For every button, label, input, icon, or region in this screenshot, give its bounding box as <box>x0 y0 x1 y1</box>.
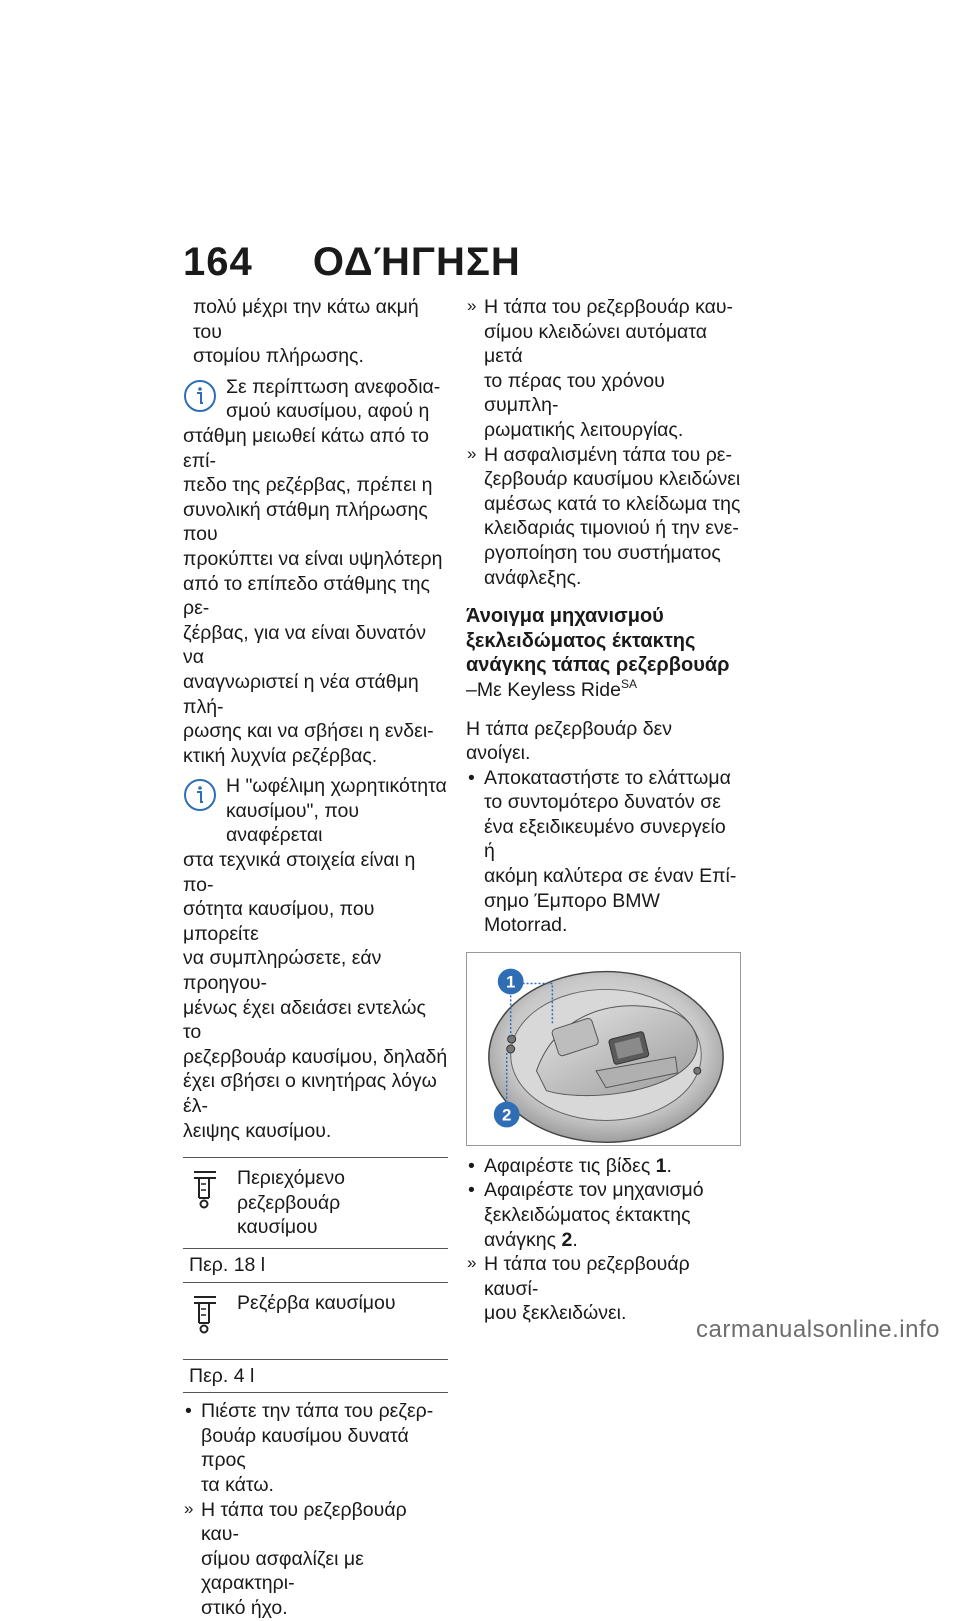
left-column <box>183 295 448 1621</box>
info-note-reserve: Σε περίπτωση ανεφοδια- σμού καυσίμου, αφού η στάθμη μειωθεί κάτω από το επί- πεδο της ρεζέρβας, πρέπει η συνολική στάθμη πλήρωσης που προκύπτει να είναι υψηλότερη από το επίπεδο στάθμης της ρε- ζέρβας, για να είναι δυνατόν να αναγνωριστεί η νέα στάθμη πλή- ρωσης και να σβήσει η ενδει- κτική λυχνία ρεζέρβας. <box>183 375 443 767</box>
info-icon <box>183 379 217 413</box>
spec-label: Περιεχόμενο ρεζερβουάρ <box>237 1167 345 1214</box>
result-unlocks: » Η τάπα του ρεζερβουάρ καυσί- μου ξεκλειδώνει. <box>467 1253 690 1325</box>
spec-value: Περ. 18 l <box>183 1248 448 1282</box>
fuel-cap-figure <box>466 952 741 1146</box>
callout-2-label: 2 <box>502 1105 512 1125</box>
result-auto-lock: » Η τάπα του ρεζερβουάρ καυ- σίμου κλειδώνει αυτόματα μετά το πέρας του χρόνου συμπλη- ρωματικής λειτουργίας. <box>467 296 734 441</box>
callout-1-label: 1 <box>505 972 516 992</box>
spec-label: καυσίμου <box>237 1216 318 1239</box>
step-remove-screws: • Αφαιρέστε τις βίδες 1. <box>468 1154 672 1177</box>
subheading: –Με Keyless Ride$^{SA}$ <box>466 676 638 701</box>
spec-reserve <box>183 1283 448 1394</box>
right-column <box>466 295 741 1326</box>
step-repair: • Αποκαταστήστε το ελάττωμα το συντομότερο δυνατόν σε ένα εξειδικευμένο συνεργείο ή ακόμη καλύτερα σε έναν Επί- σημο Έμπορο BMW Motorrad. <box>468 766 737 937</box>
step-press-cap: • Πιέστε την τάπα του ρεζερ- βουάρ καυσίμου δυνατά προς τα κάτω. <box>185 1400 434 1496</box>
step-remove-mechanism: • Αφαιρέστε τον μηχανισμό ξεκλειδώματος έκτακτης ανάγκης 2. <box>468 1179 704 1251</box>
section-heading: Άνοιγμα μηχανισμού ξεκλειδώματος έκτακτης ανάγκης τάπας ρεζερβουάρ <box>466 605 730 677</box>
section-title: ΟΔΉΓΗΣΗ <box>312 240 521 284</box>
watermark: carmanualsonline.info <box>696 1316 940 1343</box>
intro-text: πολύ μέχρι την κάτω ακμή του στομίου πλήρωσης. <box>193 296 419 368</box>
gauge-icon <box>191 1291 219 1335</box>
page-number: 164 <box>183 240 253 284</box>
spec-tank-capacity <box>183 1157 448 1282</box>
info-icon <box>183 778 217 812</box>
spec-value: Περ. 4 l <box>183 1359 448 1393</box>
result-immediate-lock: » Η ασφαλισμένη τάπα του ρε- ζερβουάρ καυσίμου κλειδώνει αμέσως κατά το κλείδωμα της κλειδαριάς τιμονιού ή την ενε- ργοποίηση του συστήματος ανάφλεξης. <box>467 443 741 589</box>
result-cap-locks: » Η τάπα του ρεζερβουάρ καυ- σίμου ασφαλίζει με χαρακτηρι- στικό ήχο. <box>184 1498 407 1619</box>
problem-text: Η τάπα ρεζερβουάρ δεν ανοίγει. <box>466 717 673 765</box>
gauge-icon <box>191 1166 219 1210</box>
info-note-capacity: Η "ωφέλιμη χωρητικότητα καυσίμου", που αναφέρεται στα τεχνικά στοιχεία είναι η πο- σότητα καυσίμου, που μπορείτε να συμπληρώσετε, εάν προηγου- μένως έχει αδειάσει εντελώς το ρεζερβουάρ καυσίμου, δηλαδή έχει σβήσει ο κινητήρας λόγω έλ- λειψης καυσίμου. <box>183 775 448 1142</box>
spec-label: Ρεζέρβα καυσίμου <box>237 1291 396 1314</box>
fuel-cap-illustration <box>467 953 740 1145</box>
page-header <box>183 240 521 285</box>
